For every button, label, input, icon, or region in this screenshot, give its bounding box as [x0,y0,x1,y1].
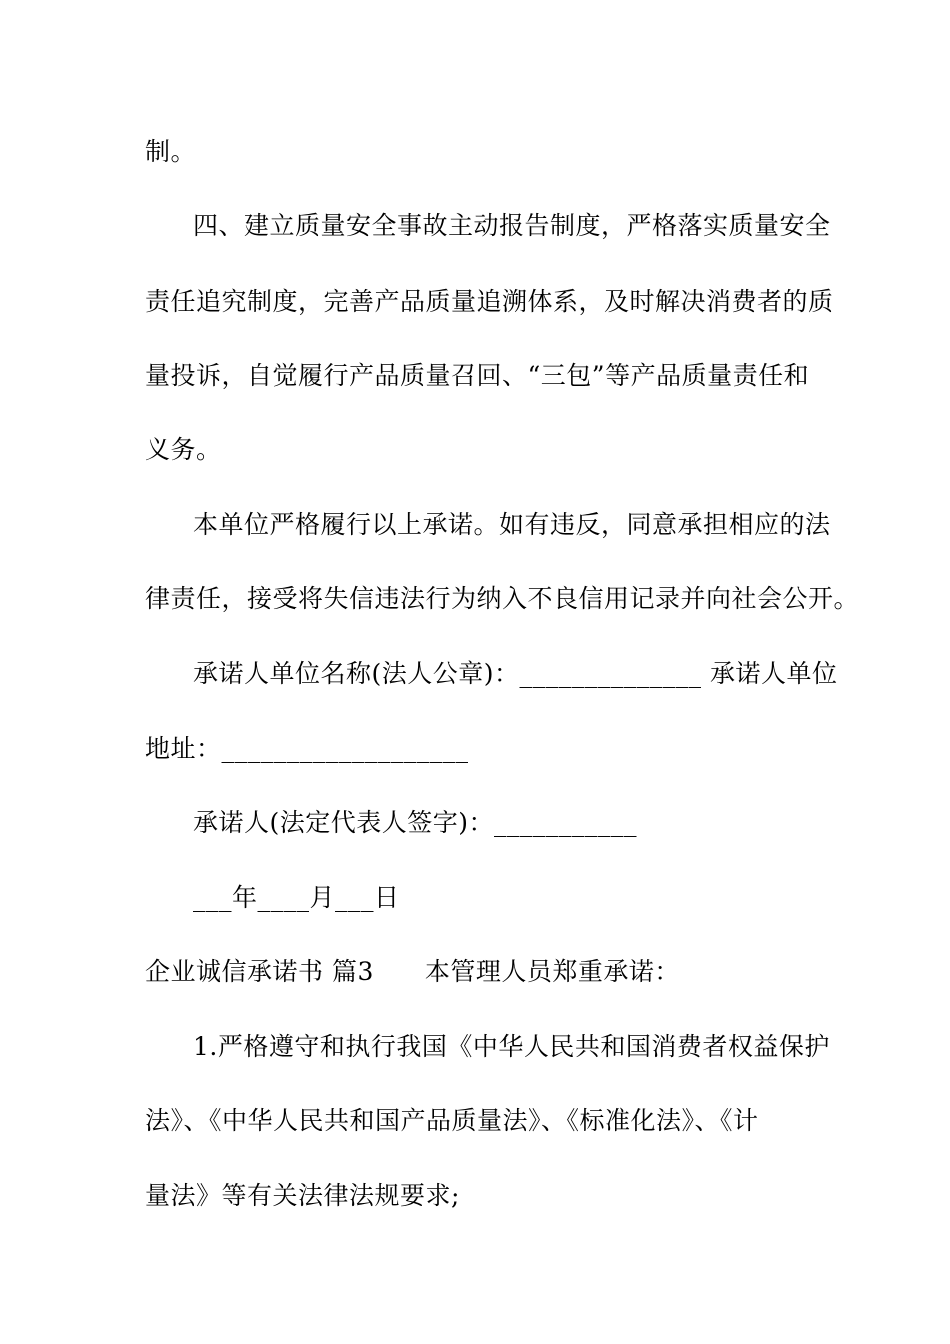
paragraph-line: 1.严格遵守和执行我国《中华人民共和国消费者权益保护 [193,1032,830,1061]
paragraph-line: 四、建立质量安全事故主动报告制度，严格落实质量安全 [193,211,831,240]
paragraph-line: 义务。 [145,435,222,464]
paragraph-line: 本单位严格履行以上承诺。如有违反，同意承担相应的法 [193,510,831,539]
signature-line-unit-name: 承诺人单位名称(法人公章)：______________ 承诺人单位 [193,659,838,688]
paragraph-line: 责任追究制度，完善产品质量追溯体系，及时解决消费者的质 [145,287,834,316]
paragraph-line: 法》、《中华人民共和国产品质量法》、《标准化法》、《计 [145,1106,759,1135]
paragraph-line: 量投诉，自觉履行产品质量召回、“三包”等产品质量责任和 [145,361,810,390]
paragraph-line: 量法》等有关法律法规要求; [145,1181,460,1210]
signature-line-representative: 承诺人(法定代表人签字)：___________ [193,808,638,837]
date-line: ___年____月___日 [193,883,400,912]
signature-line-address: 地址：___________________ [145,734,469,763]
section-heading: 企业诚信承诺书 篇3 本管理人员郑重承诺： [145,957,680,986]
paragraph-line: 制。 [145,137,197,166]
paragraph-line: 律责任，接受将失信违法行为纳入不良信用记录并向社会公开。 [145,584,860,613]
